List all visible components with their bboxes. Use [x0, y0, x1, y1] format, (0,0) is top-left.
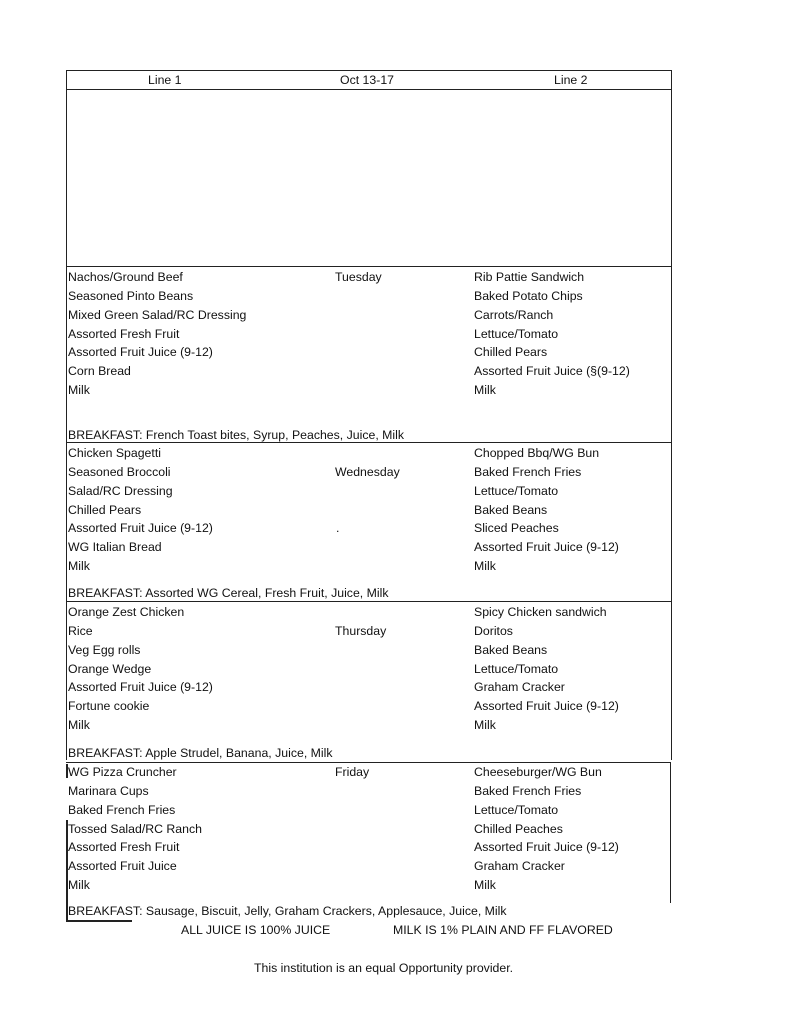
line-1-item: Chicken Spagetti: [68, 446, 161, 460]
line-2-item: Baked Beans: [474, 642, 548, 657]
line-1-item: Milk: [68, 718, 90, 733]
line-2-item: Cheeseburger/WG Bun: [474, 765, 602, 779]
line-2-item: Spicy Chicken sandwich: [474, 605, 607, 619]
line-1-item: Corn Bread: [68, 364, 131, 379]
line-2-item: Assorted Fruit Juice (9-12): [474, 540, 619, 555]
header-line-1: Line 1: [148, 73, 182, 87]
line-1-item: Seasoned Pinto Beans: [68, 288, 194, 303]
line-1-item: Orange Zest Chicken: [68, 605, 185, 619]
line-1-item: Milk: [68, 878, 90, 893]
line-1-item: Milk: [68, 383, 90, 398]
line-1-item: Assorted Fresh Fruit: [68, 326, 180, 341]
line-2-item: Doritos: [474, 623, 513, 638]
line-1-item: Assorted Fruit Juice: [68, 859, 177, 874]
line-1-item: Fortune cookie: [68, 699, 150, 714]
line-2-item: Lettuce/Tomato: [474, 802, 559, 817]
line-2-item: Lettuce/Tomato: [474, 661, 559, 676]
line-2-item: Milk: [474, 559, 496, 574]
breakfast-line: BREAKFAST: Assorted WG Cereal, Fresh Fruit, Juice, Milk: [68, 586, 389, 600]
line-2-item: Lettuce/Tomato: [474, 483, 559, 498]
breakfast-line: BREAKFAST: Sausage, Biscuit, Jelly, Graham Crackers, Applesauce, Juice, Milk: [68, 904, 507, 918]
line-2-item: Baked French Fries: [474, 464, 582, 479]
line-1-item: Seasoned Broccoli: [68, 464, 171, 479]
day-label: Wednesday: [335, 464, 400, 479]
day-label: Friday: [335, 765, 370, 779]
stray-mark: .: [336, 521, 340, 536]
header-line-2: Line 2: [554, 73, 588, 87]
line-2-item: Milk: [474, 718, 496, 733]
line-1-item: Assorted Fruit Juice (9-12): [68, 680, 213, 695]
line-2-item: Graham Cracker: [474, 680, 565, 695]
line-2-item: Rib Pattie Sandwich: [474, 270, 585, 284]
line-2-item: Lettuce/Tomato: [474, 326, 559, 341]
line-2-item: Chilled Pears: [474, 345, 548, 360]
line-2-item: Assorted Fruit Juice (9-12): [474, 840, 619, 855]
line-1-item: Tossed Salad/RC Ranch: [68, 821, 202, 836]
line-2-item: Baked French Fries: [474, 783, 582, 798]
juice-note: ALL JUICE IS 100% JUICE: [181, 923, 331, 937]
line-2-item: Chilled Peaches: [474, 821, 563, 836]
blank-area: [66, 89, 672, 267]
provider-note: This institution is an equal Opportunity provider.: [254, 961, 514, 975]
line-1-item: Assorted Fruit Juice (9-12): [68, 521, 213, 536]
line-2-item: Assorted Fruit Juice (§(9-12): [474, 364, 630, 379]
line-1-item: Marinara Cups: [68, 783, 149, 798]
divider: [66, 920, 132, 922]
line-1-item: Orange Wedge: [68, 661, 152, 676]
line-1-item: Nachos/Ground Beef: [68, 270, 183, 284]
line-2-item: Graham Cracker: [474, 859, 565, 874]
line-1-item: WG Pizza Cruncher: [68, 765, 177, 779]
day-label: Thursday: [335, 623, 387, 638]
line-1-item: Assorted Fruit Juice (9-12): [68, 345, 213, 360]
line-1-item: Mixed Green Salad/RC Dressing: [68, 307, 247, 322]
line-2-item: Baked Potato Chips: [474, 288, 583, 303]
table-header: [66, 70, 672, 90]
line-2-item: Baked Beans: [474, 502, 548, 517]
line-2-item: Chopped Bbq/WG Bun: [474, 446, 600, 460]
line-1-item: Salad/RC Dressing: [68, 483, 173, 498]
line-2-item: Milk: [474, 383, 496, 398]
line-1-item: Veg Egg rolls: [68, 642, 141, 657]
line-1-item: Baked French Fries: [68, 802, 176, 817]
line-1-item: Rice: [68, 623, 93, 638]
line-2-item: Milk: [474, 878, 496, 893]
line-1-item: Chilled Pears: [68, 502, 142, 517]
line-2-item: Carrots/Ranch: [474, 307, 554, 322]
header-week: Oct 13-17: [340, 73, 394, 87]
day-label: Tuesday: [335, 270, 382, 284]
breakfast-line: BREAKFAST: Apple Strudel, Banana, Juice, Milk: [68, 746, 333, 760]
line-2-item: Sliced Peaches: [474, 521, 559, 536]
line-1-item: Milk: [68, 559, 90, 574]
breakfast-line: BREAKFAST: French Toast bites, Syrup, Peaches, Juice, Milk: [68, 428, 405, 442]
line-2-item: Assorted Fruit Juice (9-12): [474, 699, 619, 714]
line-1-item: Assorted Fresh Fruit: [68, 840, 180, 855]
line-1-item: WG Italian Bread: [68, 540, 162, 555]
milk-note: MILK IS 1% PLAIN AND FF FLAVORED: [393, 923, 613, 937]
